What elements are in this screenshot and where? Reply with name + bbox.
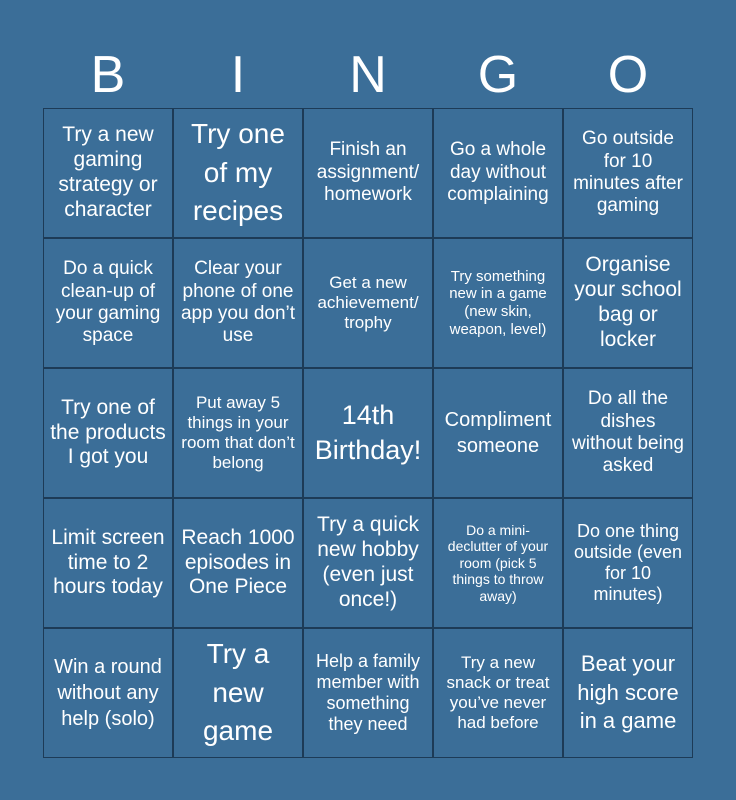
cell-text: Clear your phone of one app you don’t use <box>180 258 296 347</box>
bingo-cell-r3c1[interactable] <box>43 368 173 498</box>
bingo-cell-r1c4[interactable] <box>433 108 563 238</box>
bingo-cell-r1c5[interactable] <box>563 108 693 238</box>
bingo-board <box>43 108 693 758</box>
cell-text: Try something new in a game (new skin, weapon, level) <box>449 267 547 338</box>
cell-text: Finish an assignment/ homework <box>316 139 420 206</box>
bingo-cell-r2c1[interactable] <box>43 238 173 368</box>
header-letter-o: O <box>607 46 649 104</box>
bingo-cell-r1c2[interactable] <box>173 108 303 238</box>
bingo-cell-r5c5[interactable] <box>563 628 693 758</box>
bingo-cell-r5c3[interactable] <box>303 628 433 758</box>
cell-text: Try a new game <box>202 638 274 747</box>
cell-text: Beat your high score in a game <box>577 651 679 734</box>
bingo-cell-r4c2[interactable] <box>173 498 303 628</box>
cell-text: Win a round without any help (solo) <box>54 656 162 730</box>
cell-text: Go outside for 10 minutes after gaming <box>573 128 683 217</box>
cell-text: Compliment someone <box>444 409 552 457</box>
cell-text: Help a family member with something they need <box>315 650 421 735</box>
bingo-cell-r2c3[interactable] <box>303 238 433 368</box>
cell-text: Try a new gaming strategy or character <box>58 123 158 221</box>
cell-text: Try one of the products I got you <box>50 395 166 469</box>
bingo-cell-r5c2[interactable] <box>173 628 303 758</box>
bingo-cell-r2c2[interactable] <box>173 238 303 368</box>
cell-text: Try a new snack or treat you’ve never had before <box>446 652 550 733</box>
cell-text: Limit screen time to 2 hours today <box>51 525 165 599</box>
cell-text: Try one of my recipes <box>191 118 285 227</box>
cell-text: Put away 5 things in your room that don’t belong <box>181 392 295 473</box>
bingo-cell-r3c4[interactable] <box>433 368 563 498</box>
bingo-cell-r4c1[interactable] <box>43 498 173 628</box>
bingo-cell-r2c4[interactable] <box>433 238 563 368</box>
bingo-header <box>43 44 693 106</box>
bingo-cell-r1c1[interactable] <box>43 108 173 238</box>
cell-text: Reach 1000 episodes in One Piece <box>181 525 295 599</box>
header-letter-n: N <box>349 46 387 104</box>
cell-text: Do one thing outside (even for 10 minutes) <box>573 520 683 605</box>
bingo-cell-r3c2[interactable] <box>173 368 303 498</box>
cell-text: 14th Birthday! <box>314 399 422 465</box>
cell-text: Organise your school bag or locker <box>574 253 682 351</box>
header-letter-g: G <box>477 46 519 104</box>
bingo-cell-r3c5[interactable] <box>563 368 693 498</box>
cell-text: Go a whole day without complaining <box>447 139 549 206</box>
bingo-cell-r4c3[interactable] <box>303 498 433 628</box>
bingo-cell-free-space[interactable] <box>303 368 433 498</box>
bingo-cell-r5c4[interactable] <box>433 628 563 758</box>
cell-text: Do a quick clean-up of your gaming space <box>55 258 161 347</box>
bingo-cell-r4c5[interactable] <box>563 498 693 628</box>
bingo-cell-r4c4[interactable] <box>433 498 563 628</box>
header-letter-i: I <box>230 46 246 104</box>
bingo-cell-r2c5[interactable] <box>563 238 693 368</box>
bingo-cell-r5c1[interactable] <box>43 628 173 758</box>
cell-text: Do all the dishes without being asked <box>572 388 684 477</box>
bingo-cell-r1c3[interactable] <box>303 108 433 238</box>
header-letter-b: B <box>90 46 126 104</box>
cell-text: Do a mini-declutter of your room (pick 5 things to throw away) <box>447 521 549 604</box>
cell-text: Get a new achievement/ trophy <box>317 272 419 333</box>
cell-text: Try a quick new hobby (even just once!) <box>317 513 419 611</box>
